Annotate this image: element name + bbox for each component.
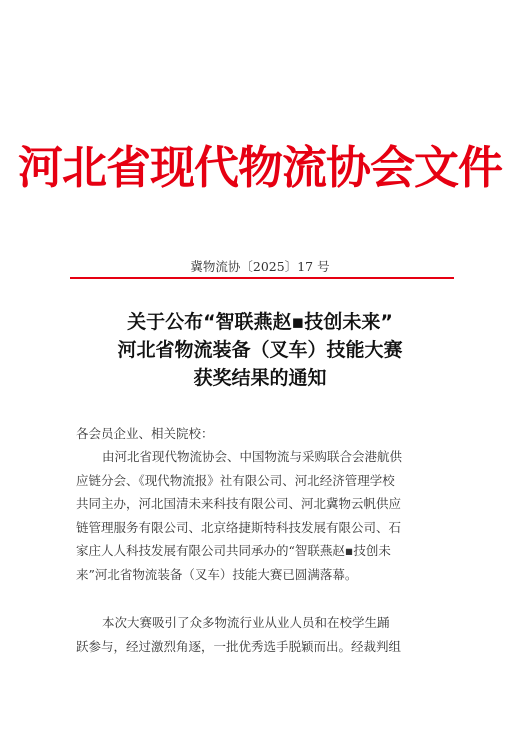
org-header-title: 河北省现代物流协会文件 — [17, 141, 502, 194]
paragraph-line: 跃参与，经过激烈角逐，一批优秀选手脱颖而出。经裁判组 — [76, 638, 402, 654]
paragraph-line: 链管理服务有限公司、北京络捷斯特科技发展有限公司、石 — [76, 519, 402, 535]
notice-title-line: 关于公布“智联燕赵▪技创未来” — [127, 311, 393, 333]
salutation: 各会员企业、相关院校： — [76, 426, 214, 441]
notice-title-line: 获奖结果的通知 — [193, 367, 327, 389]
paragraph-line: 共同主办，河北国清未来科技有限公司、河北冀物云帆供应 — [76, 496, 402, 512]
red-divider-line — [70, 277, 454, 279]
paragraph-line: 家庄人人科技发展有限公司共同承办的“智联燕赵▪技创未 — [76, 543, 391, 559]
paragraph-line: 由河北省现代物流协会、中国物流与采购联合会港航供 — [102, 449, 403, 464]
paragraph-line: 应链分会、《现代物流报》社有限公司、河北经济管理学校 — [76, 472, 395, 488]
paragraph-line: 本次大赛吸引了众多物流行业从业人员和在校学生踊 — [102, 615, 390, 630]
body-paragraph-1 — [76, 445, 442, 587]
notice-title — [0, 308, 520, 392]
paragraph-line: 来”河北省物流装备（叉车）技能大赛已圆满落幕。 — [76, 566, 358, 582]
document-number: 冀物流协〔2025〕17 号 — [190, 259, 330, 274]
notice-title-line: 河北省物流装备（叉车）技能大赛 — [117, 339, 403, 361]
body-paragraph-2 — [76, 611, 442, 658]
